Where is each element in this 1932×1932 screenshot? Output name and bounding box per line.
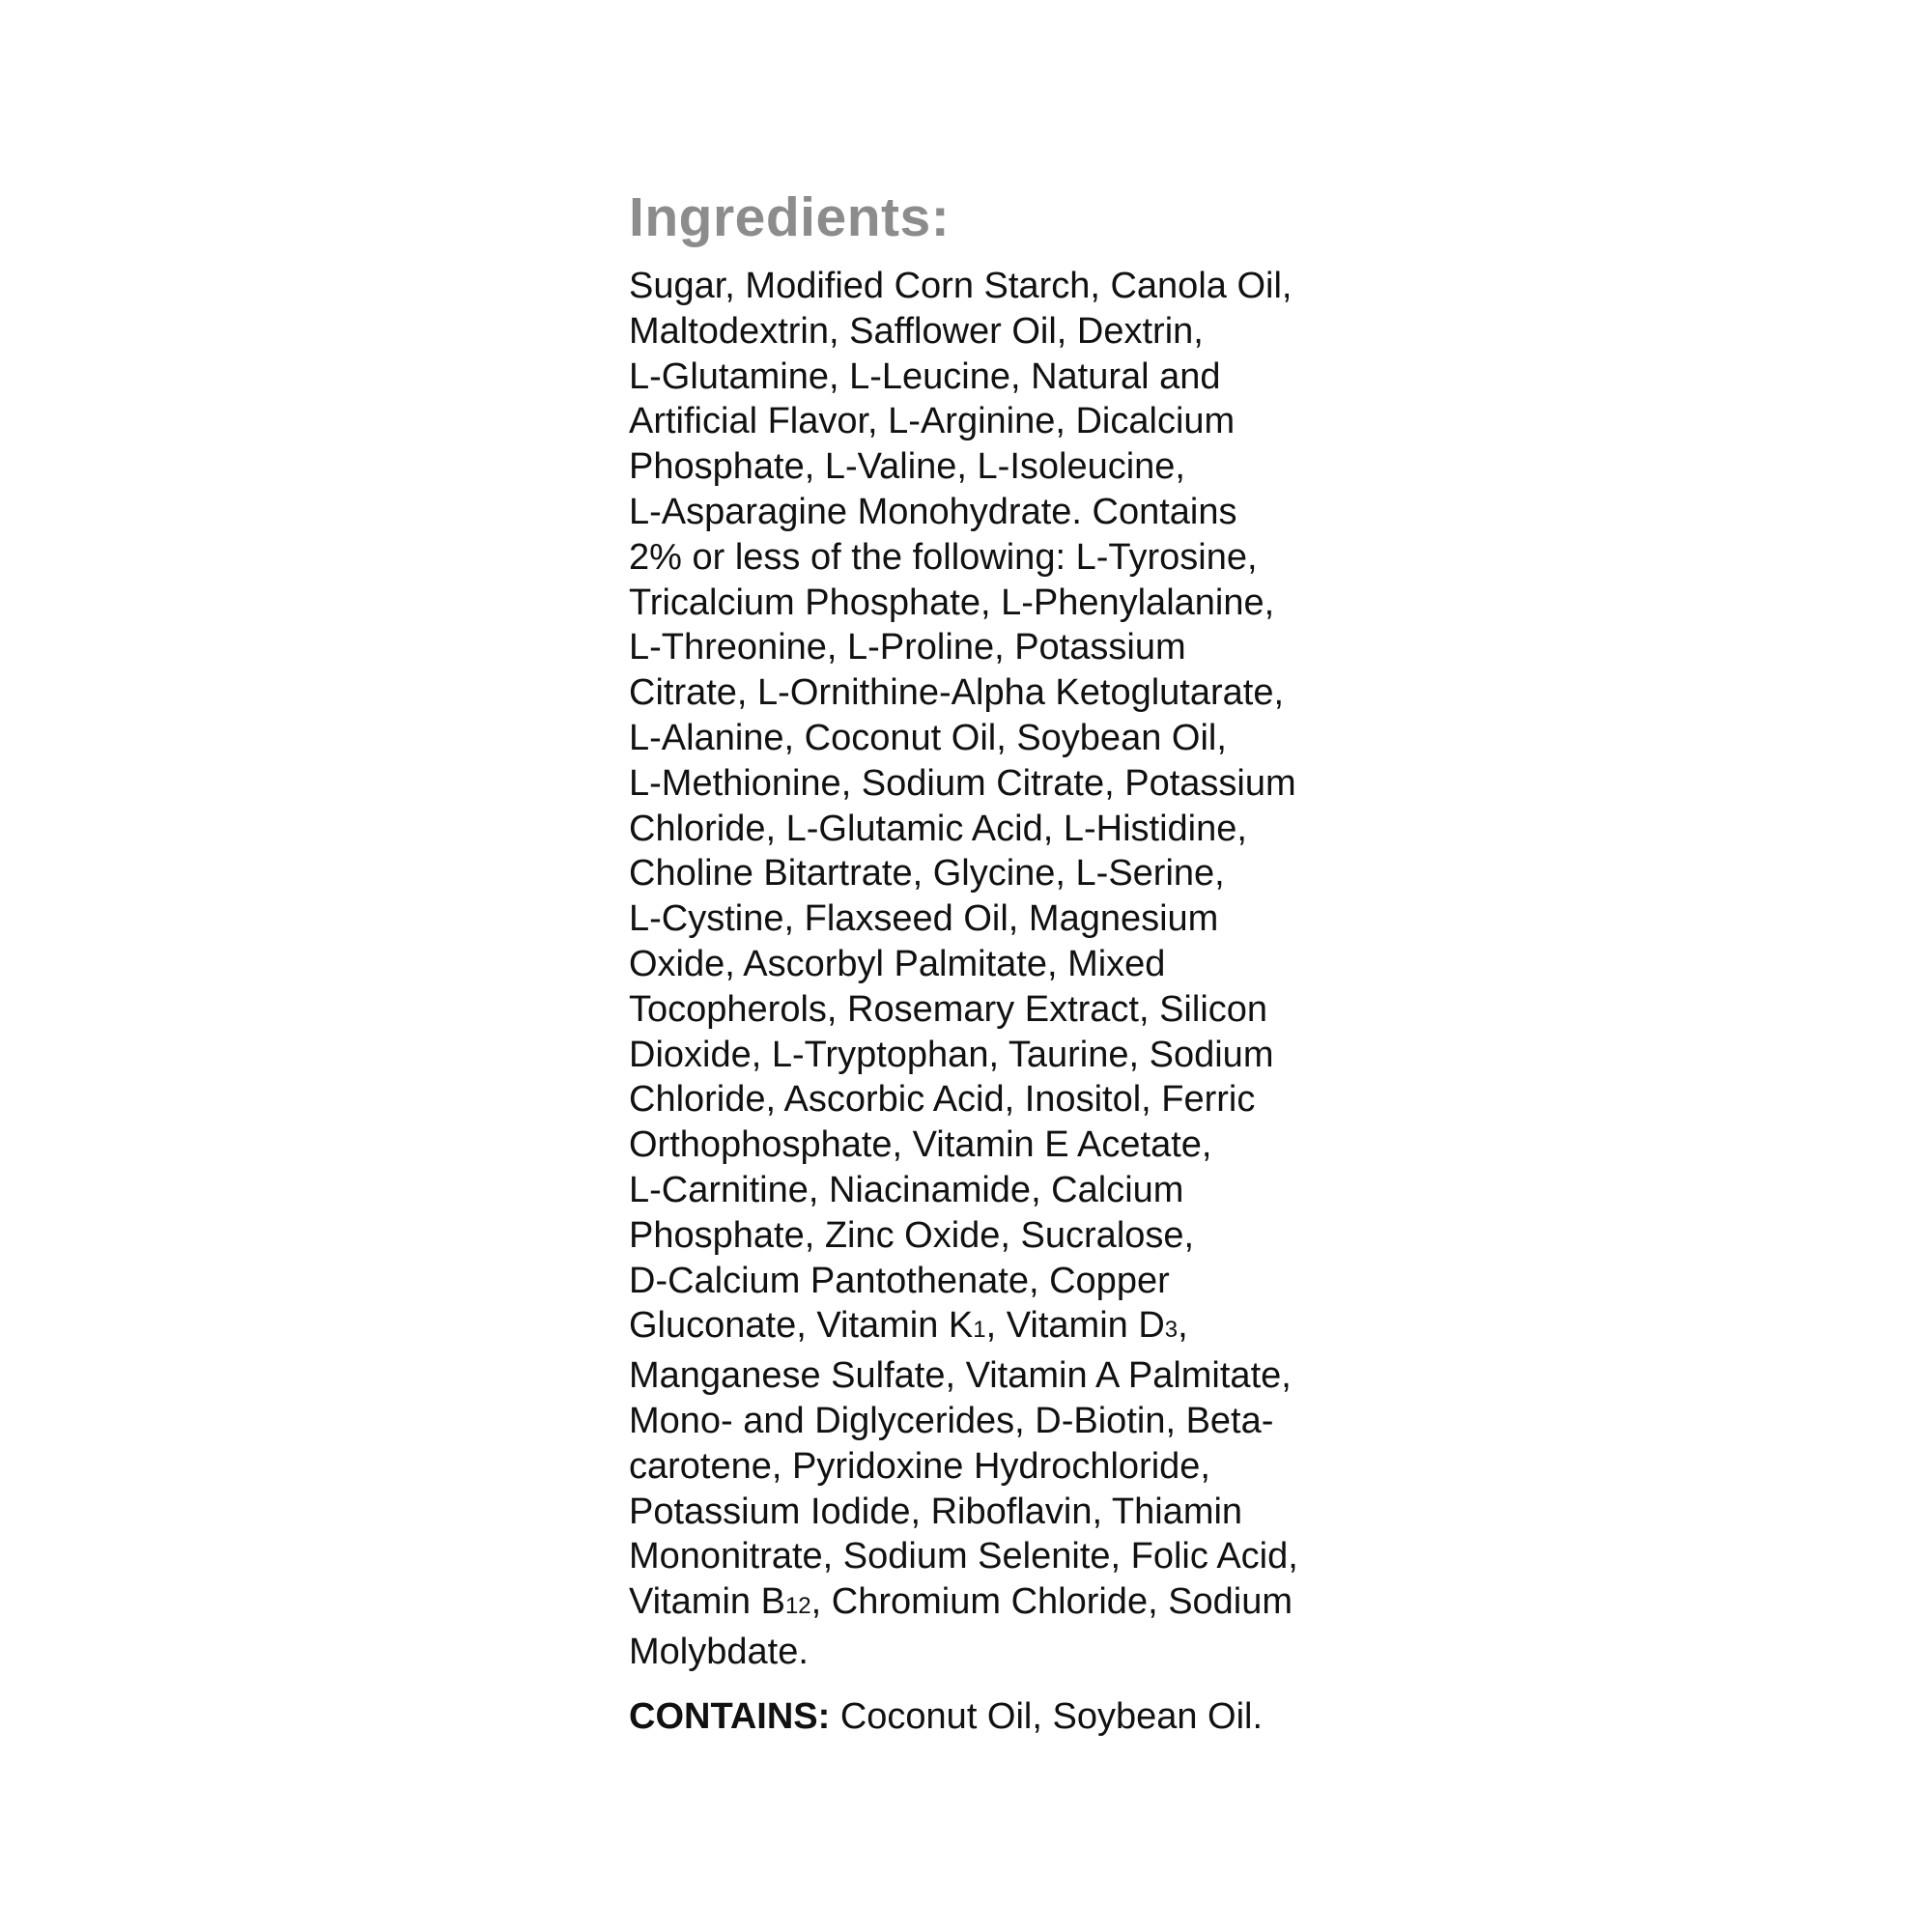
ingredients-lines-block: [629, 264, 1363, 1303]
ingredient-line: Tocopherols, Rosemary Extract, Silicon: [629, 988, 1268, 1030]
contains-label: CONTAINS:: [629, 1695, 831, 1737]
ingredient-line: Artificial Flavor, L-Arginine, Dicalcium: [629, 401, 1236, 442]
ingredient-line: Citrate, L-Ornithine-Alpha Ketoglutarate,: [629, 672, 1285, 714]
ingredient-line: Orthophosphate, Vitamin E Acetate,: [629, 1124, 1212, 1166]
ingredient-line: Chloride, L-Glutamic Acid, L-Histidine,: [629, 808, 1247, 849]
ingredient-line: Mononitrate, Sodium Selenite, Folic Acid,: [629, 1536, 1298, 1577]
ingredient-line: Dioxide, L-Tryptophan, Taurine, Sodium: [629, 1034, 1274, 1075]
ingredient-line: Sugar, Modified Corn Starch, Canola Oil,: [629, 266, 1293, 306]
ingredient-line: D-Calcium Pantothenate, Copper: [629, 1260, 1170, 1301]
ingredients-panel: [629, 184, 1363, 1740]
ingredients-list: [629, 264, 1363, 1675]
ingredients-lines-block: [629, 1353, 1363, 1579]
ingredient-line: Mono- and Diglycerides, D-Biotin, Beta-: [629, 1400, 1274, 1441]
ingredient-line: Phosphate, Zinc Oxide, Sucralose,: [629, 1214, 1195, 1256]
ingredient-text: ,: [1178, 1305, 1188, 1347]
ingredient-line-vitamins-k-d: [629, 1303, 1363, 1353]
allergen-contains-statement: [629, 1694, 1363, 1740]
ingredient-line: Phosphate, L-Valine, L-Isoleucine,: [629, 446, 1185, 488]
ingredient-line: Maltodextrin, Safflower Oil, Dextrin,: [629, 310, 1204, 352]
ingredient-line: 2% or less of the following: L-Tyrosine,: [629, 536, 1258, 578]
ingredient-text: Vitamin B: [629, 1581, 785, 1623]
ingredient-line: L-Cystine, Flaxseed Oil, Magnesium: [629, 898, 1219, 940]
subscript: 1: [973, 1317, 986, 1344]
subscript: 3: [1164, 1317, 1179, 1344]
ingredient-line-last: Molybdate.: [629, 1631, 809, 1672]
ingredient-line: Chloride, Ascorbic Acid, Inositol, Ferric: [629, 1079, 1256, 1121]
ingredient-line: Potassium Iodide, Riboflavin, Thiamin: [629, 1491, 1243, 1532]
ingredient-line: carotene, Pyridoxine Hydrochloride,: [629, 1445, 1210, 1487]
ingredient-line: L-Asparagine Monohydrate. Contains: [629, 491, 1237, 532]
ingredient-line: L-Glutamine, L-Leucine, Natural and: [629, 355, 1221, 397]
ingredient-line: Oxide, Ascorbyl Palmitate, Mixed: [629, 943, 1166, 984]
ingredient-line: L-Threonine, L-Proline, Potassium: [629, 627, 1186, 668]
subscript: 12: [784, 1593, 811, 1620]
ingredient-line-vitamin-b12: [629, 1579, 1363, 1630]
ingredient-line: Choline Bitartrate, Glycine, L-Serine,: [629, 853, 1225, 895]
ingredient-line: Manganese Sulfate, Vitamin A Palmitate,: [629, 1355, 1292, 1397]
ingredient-text: , Chromium Chloride, Sodium: [810, 1581, 1293, 1623]
ingredient-line: L-Alanine, Coconut Oil, Soybean Oil,: [629, 717, 1227, 758]
ingredients-heading: Ingredients:: [629, 186, 951, 248]
ingredient-line: L-Methionine, Sodium Citrate, Potassium: [629, 762, 1296, 804]
contains-text: Coconut Oil, Soybean Oil.: [830, 1695, 1264, 1737]
ingredient-line: Tricalcium Phosphate, L-Phenylalanine,: [629, 582, 1275, 623]
ingredient-line: L-Carnitine, Niacinamide, Calcium: [629, 1169, 1184, 1210]
ingredient-text: , Vitamin D: [985, 1305, 1165, 1347]
ingredient-text: Gluconate, Vitamin K: [629, 1305, 974, 1347]
